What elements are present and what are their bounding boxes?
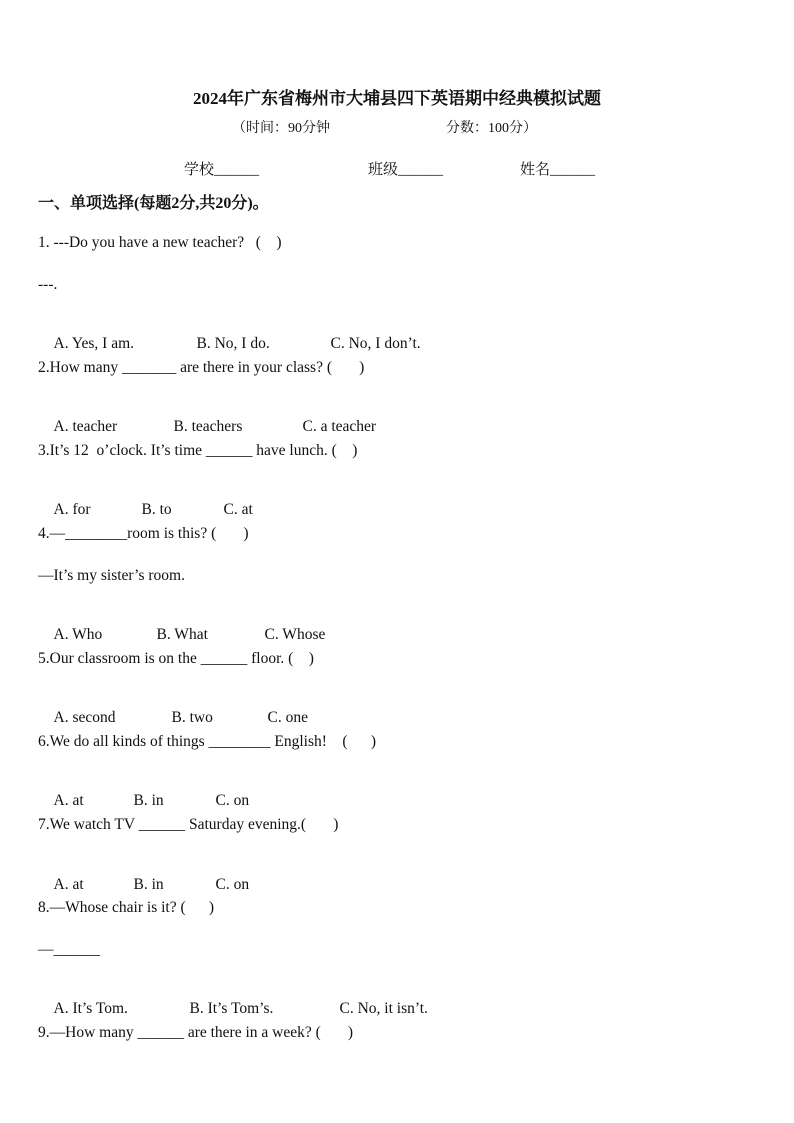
option-a: A. It’s Tom.: [53, 1000, 128, 1017]
question-8-stem: 8.—Whose chair is it? ( ): [38, 899, 215, 916]
question-5-stem: 5.Our classroom is on the ______ floor. ( ): [38, 650, 314, 667]
question-1-stem: 1. ---Do you have a new teacher? ( ): [38, 234, 282, 251]
option-b: B. in: [133, 792, 164, 809]
option-b: B. two: [171, 709, 213, 726]
option-b: B. to: [141, 501, 172, 518]
option-a: A. Who: [53, 626, 103, 643]
option-a: A. Yes, I am.: [53, 335, 135, 352]
option-a: A. teacher: [53, 418, 118, 435]
question-8-answer-line: —______: [38, 941, 100, 958]
option-c: C. Whose: [264, 626, 326, 643]
option-c: C. on: [215, 876, 250, 893]
time-limit: （时间：90分钟: [232, 121, 330, 136]
option-b: B. What: [156, 626, 208, 643]
option-c: C. at: [223, 501, 253, 518]
option-c: C. one: [267, 709, 308, 726]
total-score: 分数：100分）: [446, 121, 537, 136]
question-1-answer-line: ---.: [38, 276, 58, 293]
option-c: C. a teacher: [302, 418, 377, 435]
option-a: A. at: [53, 792, 84, 809]
page-title: 2024年广东省梅州市大埔县四下英语期中经典模拟试题: [193, 89, 601, 108]
question-4-answer-line: —It’s my sister’s room.: [38, 567, 185, 584]
class-field: 班级______: [368, 162, 444, 178]
option-b: B. No, I do.: [196, 335, 270, 352]
option-a: A. at: [53, 876, 84, 893]
option-c: C. No, it isn’t.: [339, 1000, 428, 1017]
question-9-stem: 9.—How many ______ are there in a week? ( ): [38, 1024, 354, 1041]
school-field: 学校______: [184, 162, 260, 178]
question-4-stem: 4.—________room is this? ( ): [38, 525, 249, 542]
question-3-stem: 3.It’s 12 o’clock. It’s time ______ have lunch. ( ): [38, 442, 358, 459]
option-c: C. No, I don’t.: [330, 335, 421, 352]
option-b: B. teachers: [173, 418, 243, 435]
option-a: A. second: [53, 709, 116, 726]
option-b: B. in: [133, 876, 164, 893]
option-b: B. It’s Tom’s.: [189, 1000, 274, 1017]
question-6-stem: 6.We do all kinds of things ________ English! ( ): [38, 733, 377, 750]
question-7-stem: 7.We watch TV ______ Saturday evening.( ): [38, 816, 339, 833]
question-2-stem: 2.How many _______ are there in your class? ( ): [38, 359, 365, 376]
option-c: C. on: [215, 792, 250, 809]
name-field: 姓名______: [520, 162, 596, 178]
section-title: 一、单项选择(每题2分,共20分)。: [38, 195, 269, 212]
option-a: A. for: [53, 501, 91, 518]
